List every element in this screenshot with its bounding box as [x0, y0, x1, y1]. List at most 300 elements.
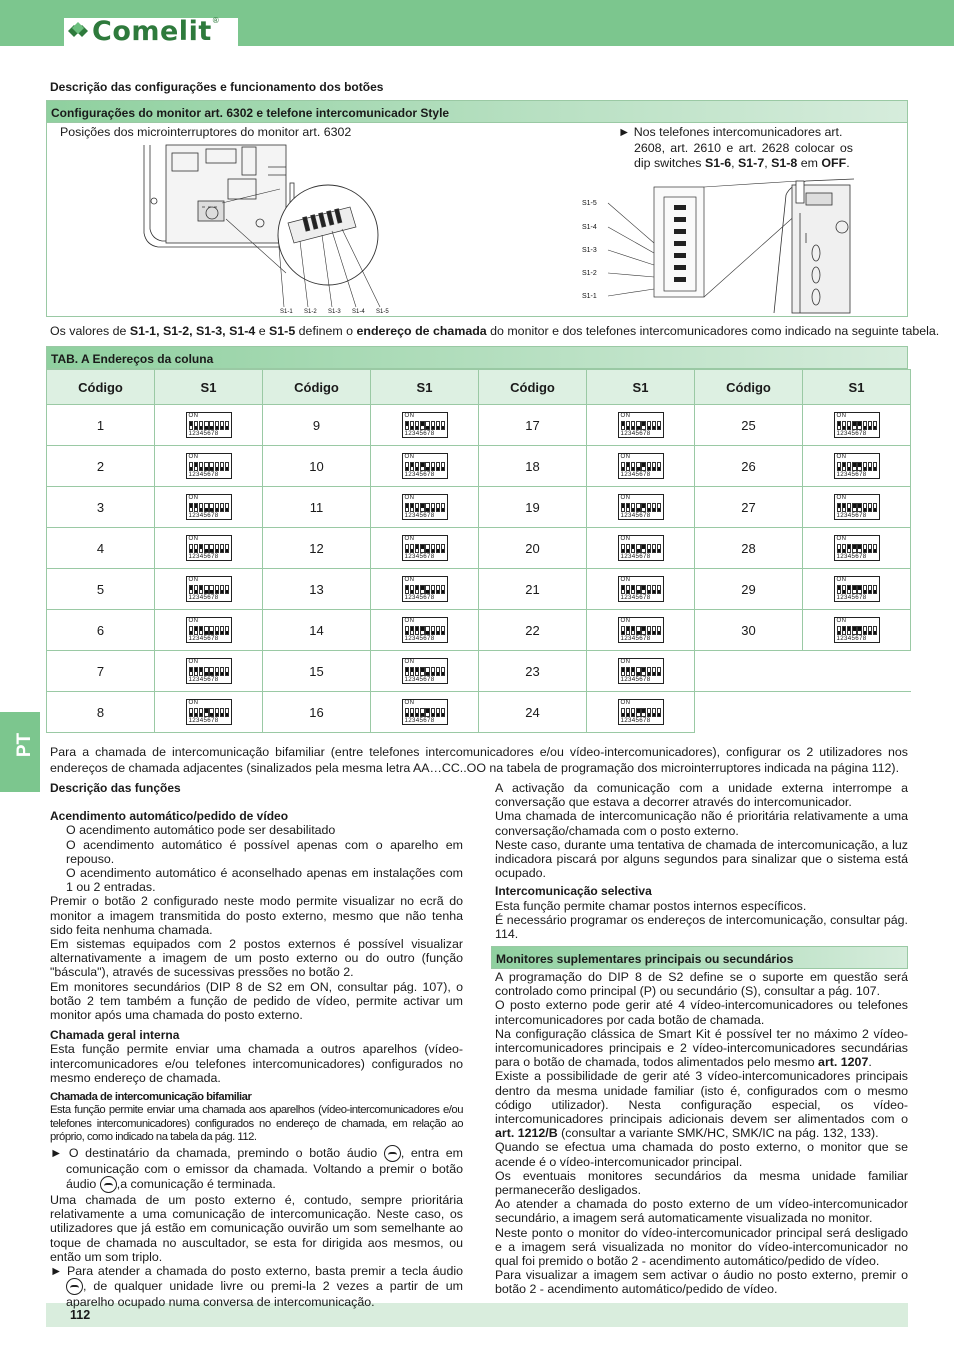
dip-lever — [405, 421, 410, 430]
dip-lever — [647, 544, 652, 553]
dip-lever — [857, 585, 862, 594]
dip-switch-icon — [618, 617, 664, 643]
dip-lever — [621, 503, 626, 512]
dip-lever — [837, 421, 842, 430]
dip-lever — [215, 544, 220, 553]
dip-lever — [415, 421, 420, 430]
auto-on-heading: Acendimento automático/pedido de vídeo — [50, 809, 289, 824]
dip-lever — [194, 626, 199, 635]
dip-lever — [436, 462, 441, 471]
dip-numbers: 12345678 — [188, 512, 219, 519]
dip-switch-icon — [186, 412, 232, 438]
dip-lever — [204, 708, 209, 717]
body-text: A programação do DIP 8 de S2 define se o suporte em questão será controlado como principal (P) ou secundário (S), consultar a pág. 107. — [495, 970, 908, 999]
code-cell: 24 — [479, 692, 587, 733]
dip-lever — [220, 462, 225, 471]
dip-lever — [431, 585, 436, 594]
config-header: Configurações do monitor art. 6302 e telefone intercomunicador Style — [46, 100, 908, 123]
dip-cell — [155, 692, 263, 733]
dip-lever — [415, 585, 420, 594]
dip-lever — [215, 585, 220, 594]
dip-lever — [621, 667, 626, 676]
dip-lever — [204, 503, 209, 512]
dip-lever — [410, 708, 415, 717]
dip-lever — [647, 626, 652, 635]
dip-lever — [636, 708, 641, 717]
dip-cell — [587, 446, 695, 487]
dip-switch-icon — [186, 658, 232, 684]
dip-lever — [225, 462, 230, 471]
dip-lever — [441, 585, 446, 594]
dip-lever — [636, 667, 641, 676]
dip-switch-icon — [618, 576, 664, 602]
dip-lever — [636, 626, 641, 635]
selective-heading: Intercomunicação selectiva — [495, 884, 652, 899]
dip-cell — [803, 487, 911, 528]
dip-lever — [420, 626, 425, 635]
positions-label: Posições dos microinterruptores do monitor art. 6302 — [60, 125, 352, 139]
dip-lever — [415, 626, 420, 635]
body-text: Ao atender a chamada do posto externo de um vídeo-intercomunicador secundário, a imagem será automaticamente visualizada no monitor. — [495, 1197, 908, 1226]
dip-lever — [204, 585, 209, 594]
dip-lever — [215, 421, 220, 430]
dip-on-label: ON — [188, 495, 199, 501]
dip-lever — [410, 544, 415, 553]
dip-lever — [420, 544, 425, 553]
comelit-logo-icon — [68, 20, 92, 42]
dip-switch-icon — [186, 494, 232, 520]
body-text: Para visualizar a imagem sem activar o áudio no posto externo, premir o botão 2 - acendimento automático/pedido de vídeo. — [495, 1268, 908, 1297]
dip-lever — [631, 503, 636, 512]
dip-numbers: 12345678 — [836, 430, 867, 437]
dip-on-label: ON — [836, 454, 847, 460]
dip-switch-icon — [186, 576, 232, 602]
dip-lever — [868, 462, 873, 471]
dip-lever — [873, 462, 878, 471]
dip-lever — [220, 503, 225, 512]
dip-switch-icon — [402, 412, 448, 438]
dip-numbers: 12345678 — [620, 553, 651, 560]
dip-lever — [868, 585, 873, 594]
dip-lever — [189, 667, 194, 676]
dip-lever — [863, 544, 868, 553]
dip-cell — [155, 610, 263, 651]
dip-lever — [436, 421, 441, 430]
dip-lever — [410, 585, 415, 594]
dip-lever — [647, 462, 652, 471]
dip-numbers: 12345678 — [620, 676, 651, 683]
dip-lever — [415, 544, 420, 553]
dip-lever — [436, 626, 441, 635]
dip-lever — [641, 462, 646, 471]
dip-lever — [194, 421, 199, 430]
dip-lever — [209, 626, 214, 635]
dip-on-label: ON — [404, 618, 415, 624]
dip-lever — [189, 503, 194, 512]
body-text: Esta função permite enviar uma chamada aos aparelhos (vídeo-intercomunicadores e/ou telefones intercomunicadores) configurados no endereço de chamada, em relação ao próprio, como indicado na tabela da pág. 112. — [50, 1104, 463, 1144]
dip-lever — [863, 626, 868, 635]
dip-numbers: 12345678 — [620, 430, 651, 437]
dip-switch-icon — [402, 494, 448, 520]
dip-cell — [371, 487, 479, 528]
dip-lever — [441, 503, 446, 512]
dip-lever — [657, 462, 662, 471]
diagram-right-label: S1-5 — [582, 200, 597, 207]
code-cell: 5 — [47, 569, 155, 610]
dip-lever — [621, 626, 626, 635]
dip-lever — [225, 503, 230, 512]
body-text: Uma chamada de um posto externo é, contudo, sempre prioritária relativamente a uma comunicação de intercomunicação. Neste caso, os utilizadores que já estão em comunicação ouvirão um som semelhante ao toque de chamada no auscultador, se esta for dirigida aos mesmos, ou então um som triplo. — [50, 1192, 463, 1264]
dip-lever — [405, 503, 410, 512]
dip-lever — [868, 544, 873, 553]
code-cell: 28 — [695, 528, 803, 569]
code-cell: 23 — [479, 651, 587, 692]
col-header-code: Código — [479, 370, 587, 405]
dip-lever — [837, 585, 842, 594]
dip-on-label: ON — [404, 495, 415, 501]
dip-cell — [803, 569, 911, 610]
dip-lever — [215, 503, 220, 512]
dip-lever — [631, 626, 636, 635]
dip-lever — [420, 462, 425, 471]
dip-lever — [410, 462, 415, 471]
dip-lever — [220, 544, 225, 553]
dip-lever — [657, 626, 662, 635]
dip-cell — [155, 651, 263, 692]
dip-lever — [842, 462, 847, 471]
dip-lever — [847, 421, 852, 430]
audio-handset-icon — [100, 1176, 117, 1193]
dip-lever — [189, 585, 194, 594]
dip-lever — [199, 503, 204, 512]
table-row — [47, 610, 911, 651]
dip-lever — [441, 421, 446, 430]
dip-lever — [189, 462, 194, 471]
dip-lever — [436, 585, 441, 594]
body-text: Quando se efectua uma chamada do posto externo, o monitor que se acende é o vídeo-intercomunicador principal. — [495, 1140, 908, 1169]
dip-lever — [225, 667, 230, 676]
dip-lever — [857, 544, 862, 553]
dip-lever — [652, 544, 657, 553]
code-cell: 3 — [47, 487, 155, 528]
dip-lever — [194, 462, 199, 471]
dip-lever — [852, 585, 857, 594]
dip-switch-icon — [402, 658, 448, 684]
body-text: Em monitores secundários (DIP 8 de S2 em ON, consultar pág. 107), o botão 2 tem também a função de pedido de vídeo, permite activar um monitor após uma chamada do posto externo. — [50, 979, 463, 1023]
dip-lever — [631, 421, 636, 430]
diagram-right-label: S1-4 — [582, 224, 597, 231]
dip-numbers: 12345678 — [404, 512, 435, 519]
dip-lever — [410, 421, 415, 430]
dip-lever — [621, 708, 626, 717]
dip-lever — [852, 503, 857, 512]
dip-cell — [587, 569, 695, 610]
dip-lever — [209, 462, 214, 471]
dip-lever — [410, 626, 415, 635]
dip-lever — [209, 708, 214, 717]
bullet-text: ► O destinatário da chamada, premindo o botão áudio , entra em comunicação com o emissor da chamada. Voltando a premir o botão áudio ,a comunicação é terminada. — [50, 1145, 463, 1193]
dip-cell — [587, 528, 695, 569]
code-cell: 10 — [263, 446, 371, 487]
dip-cell — [371, 446, 479, 487]
dip-lever — [636, 544, 641, 553]
dip-switch-icon — [834, 535, 880, 561]
dip-switch-icon — [618, 412, 664, 438]
dip-lever — [863, 462, 868, 471]
dip-cell — [371, 528, 479, 569]
dip-lever — [652, 667, 657, 676]
dip-lever — [194, 503, 199, 512]
dip-cell — [155, 446, 263, 487]
dip-lever — [436, 667, 441, 676]
dip-lever — [647, 585, 652, 594]
dip-lever — [225, 708, 230, 717]
code-cell: 8 — [47, 692, 155, 733]
dip-lever — [425, 626, 430, 635]
empty-cell — [695, 692, 803, 733]
code-cell: 21 — [479, 569, 587, 610]
dip-lever — [431, 462, 436, 471]
dip-lever — [215, 667, 220, 676]
dip-lever — [425, 462, 430, 471]
dip-numbers: 12345678 — [620, 717, 651, 724]
dip-lever — [209, 667, 214, 676]
body-text: Na configuração clássica de Smart Kit é possível ter no máximo 2 vídeo-intercomunicadores principais e 2 vídeo-intercomunicadores secundárias para o botão de chamada, todos alimentados pelo mesmo art. 1207. — [495, 1026, 908, 1070]
dip-numbers: 12345678 — [836, 471, 867, 478]
dip-cell — [587, 610, 695, 651]
dip-lever — [631, 585, 636, 594]
col-header-s1: S1 — [155, 370, 263, 405]
dip-lever — [220, 708, 225, 717]
code-cell: 19 — [479, 487, 587, 528]
dip-lever — [647, 421, 652, 430]
body-text: Neste caso, durante uma tentativa de chamada de intercomunicação, a luz indicadora piscará por alguns segundos para sinalizar que o sistema está ocupado. — [495, 837, 908, 881]
dip-switch-icon — [186, 453, 232, 479]
body-text: O posto externo pode gerir até 4 vídeo-intercomunicadores ou telefones intercomunicadores por cada botão de chamada. — [495, 998, 908, 1027]
dip-on-label: ON — [620, 577, 631, 583]
empty-cell — [695, 651, 803, 692]
diagram-left-label: S1-1 — [280, 309, 293, 315]
code-cell: 15 — [263, 651, 371, 692]
dip-lever — [852, 462, 857, 471]
dip-lever — [863, 585, 868, 594]
dip-numbers: 12345678 — [620, 594, 651, 601]
dip-lever — [641, 421, 646, 430]
dip-lever — [868, 626, 873, 635]
dip-lever — [626, 585, 631, 594]
bullet-text: ► Para atender a chamada do posto externo, basta premir a tecla áudio , de qualquer unidade livre ou premi-la 2 vezes a partir de um aparelho ocupado numa conversa de intercomunicação. — [50, 1263, 463, 1310]
dip-lever — [631, 462, 636, 471]
dip-lever — [837, 503, 842, 512]
table-row — [47, 569, 911, 610]
dip-lever — [420, 667, 425, 676]
dip-lever — [405, 667, 410, 676]
dip-lever — [199, 667, 204, 676]
dip-lever — [837, 462, 842, 471]
dip-on-label: ON — [836, 495, 847, 501]
code-cell: 4 — [47, 528, 155, 569]
option-text: O acendimento automático é possível apenas com o aparelho em repouso. — [66, 837, 463, 866]
dip-numbers: 12345678 — [404, 676, 435, 683]
body-text: Neste ponto o monitor do vídeo-intercomunicador principal será desligado e a imagem será visualizada no monitor do vídeo-intercomunicador no qual foi premido o botão 2 - acendimento automático/pedido de vídeo. — [495, 1225, 908, 1269]
dip-lever — [626, 462, 631, 471]
diagram-left-label: S1-4 — [352, 309, 365, 315]
dip-lever — [652, 421, 657, 430]
dip-lever — [441, 626, 446, 635]
dip-cell — [587, 405, 695, 446]
table-row — [47, 487, 911, 528]
dip-lever — [873, 544, 878, 553]
option-text: O acendimento automático pode ser desabilitado — [66, 823, 336, 838]
dip-on-label: ON — [620, 413, 631, 419]
dip-lever — [189, 626, 194, 635]
dip-lever — [621, 585, 626, 594]
page-number: 112 — [70, 1308, 91, 1322]
audio-handset-icon — [66, 1278, 83, 1295]
dip-lever — [842, 421, 847, 430]
dip-switch-icon — [834, 453, 880, 479]
dip-on-label: ON — [620, 659, 631, 665]
dip-on-label: ON — [404, 700, 415, 706]
dip-lever — [847, 503, 852, 512]
dip-lever — [842, 585, 847, 594]
code-cell: 12 — [263, 528, 371, 569]
dip-lever — [857, 421, 862, 430]
dip-cell — [587, 692, 695, 733]
section-title: Descrição das configurações e funcionamento dos botões — [50, 80, 384, 94]
dip-lever — [405, 585, 410, 594]
dip-lever — [189, 421, 194, 430]
dip-switch-icon — [618, 453, 664, 479]
dip-lever — [415, 503, 420, 512]
dip-lever — [873, 503, 878, 512]
dip-switch-icon — [186, 617, 232, 643]
dip-lever — [852, 544, 857, 553]
dip-lever — [199, 421, 204, 430]
code-cell: 14 — [263, 610, 371, 651]
dip-lever — [225, 421, 230, 430]
dip-lever — [641, 585, 646, 594]
dip-lever — [837, 626, 842, 635]
col-header-code: Código — [263, 370, 371, 405]
dip-on-label: ON — [620, 700, 631, 706]
dip-lever — [225, 585, 230, 594]
dip-cell — [803, 610, 911, 651]
dip-lever — [209, 503, 214, 512]
body-text: Existe a possibilidade de gerir até 3 vídeo-intercomunicadores principais dentro da mesma unidade familiar (isto é, configurados com o mesmo código utilizador). Nesta configuração especial, os vídeo-intercomunicadores principais adicionais devem ser alimentados com o art. 1212/B (consultar a variante SMK/HC, SMK/IC na pág. 132, 133). — [495, 1069, 908, 1141]
code-cell: 7 — [47, 651, 155, 692]
dip-lever — [405, 708, 410, 717]
functions-heading: Descrição das funções — [50, 781, 181, 795]
dip-numbers: 12345678 — [188, 430, 219, 437]
code-cell: 26 — [695, 446, 803, 487]
dip-on-label: ON — [188, 413, 199, 419]
dip-numbers: 12345678 — [188, 635, 219, 642]
dip-lever — [425, 503, 430, 512]
code-cell: 17 — [479, 405, 587, 446]
diagram-left-label: S1-3 — [328, 309, 341, 315]
dip-lever — [436, 708, 441, 717]
dip-lever — [425, 708, 430, 717]
dip-lever — [636, 585, 641, 594]
dip-lever — [405, 462, 410, 471]
dip-lever — [420, 708, 425, 717]
dip-lever — [626, 503, 631, 512]
dip-cell — [587, 651, 695, 692]
body-text: Em sistemas equipados com 2 postos externos é possível visualizar alternativamente a imagem de um posto externo ou do outro (função "báscula"), através de sucessivas pressões no botão 2. — [50, 937, 463, 980]
dip-lever — [842, 544, 847, 553]
dip-lever — [647, 708, 652, 717]
dip-lever — [199, 585, 204, 594]
dip-switch-icon — [402, 535, 448, 561]
dip-lever — [657, 421, 662, 430]
dip-lever — [436, 544, 441, 553]
code-cell: 30 — [695, 610, 803, 651]
code-cell: 20 — [479, 528, 587, 569]
empty-cell — [803, 651, 911, 692]
general-call-heading: Chamada geral interna — [50, 1028, 180, 1043]
code-cell: 18 — [479, 446, 587, 487]
dip-lever — [863, 421, 868, 430]
dip-lever — [431, 421, 436, 430]
dip-note: ► Nos telefones intercomunicadores art. 2608, art. 2610 e art. 2628 colocar os dip switches S1-6, S1-7, S1-8 em OFF. — [618, 125, 853, 171]
dip-lever — [847, 626, 852, 635]
dip-lever — [215, 626, 220, 635]
monitors-header: Monitores suplementares principais ou secundários — [491, 946, 908, 969]
code-cell: 6 — [47, 610, 155, 651]
code-cell: 9 — [263, 405, 371, 446]
dip-lever — [641, 626, 646, 635]
dip-on-label: ON — [188, 454, 199, 460]
dip-lever — [204, 421, 209, 430]
dip-lever — [420, 503, 425, 512]
dip-switch-icon — [402, 453, 448, 479]
dip-lever — [652, 708, 657, 717]
dip-lever — [225, 544, 230, 553]
dip-numbers: 12345678 — [836, 594, 867, 601]
dip-on-label: ON — [404, 536, 415, 542]
dip-lever — [657, 585, 662, 594]
dip-cell — [587, 487, 695, 528]
code-cell: 22 — [479, 610, 587, 651]
dip-lever — [204, 544, 209, 553]
dip-lever — [631, 708, 636, 717]
dip-lever — [621, 421, 626, 430]
code-cell: 1 — [47, 405, 155, 446]
body-text: Uma chamada de intercomunicação não é prioritária relativamente a uma conversação/chamada com o posto externo. — [495, 809, 908, 838]
dip-lever — [868, 421, 873, 430]
table-row — [47, 405, 911, 446]
dip-lever — [641, 708, 646, 717]
table-row — [47, 692, 911, 733]
diagram-left-label: S1-2 — [304, 309, 317, 315]
dip-lever — [647, 503, 652, 512]
language-side-tab: PT — [0, 712, 40, 792]
dip-numbers: 12345678 — [188, 594, 219, 601]
col-header-s1: S1 — [587, 370, 695, 405]
dip-lever — [847, 462, 852, 471]
dip-on-label: ON — [188, 618, 199, 624]
dip-switch-icon — [834, 412, 880, 438]
col-header-s1: S1 — [803, 370, 911, 405]
dip-on-label: ON — [620, 495, 631, 501]
dip-cell — [803, 405, 911, 446]
table-row — [47, 528, 911, 569]
dip-lever — [194, 544, 199, 553]
dip-lever — [405, 626, 410, 635]
dip-lever — [204, 667, 209, 676]
dip-switch-icon — [618, 494, 664, 520]
